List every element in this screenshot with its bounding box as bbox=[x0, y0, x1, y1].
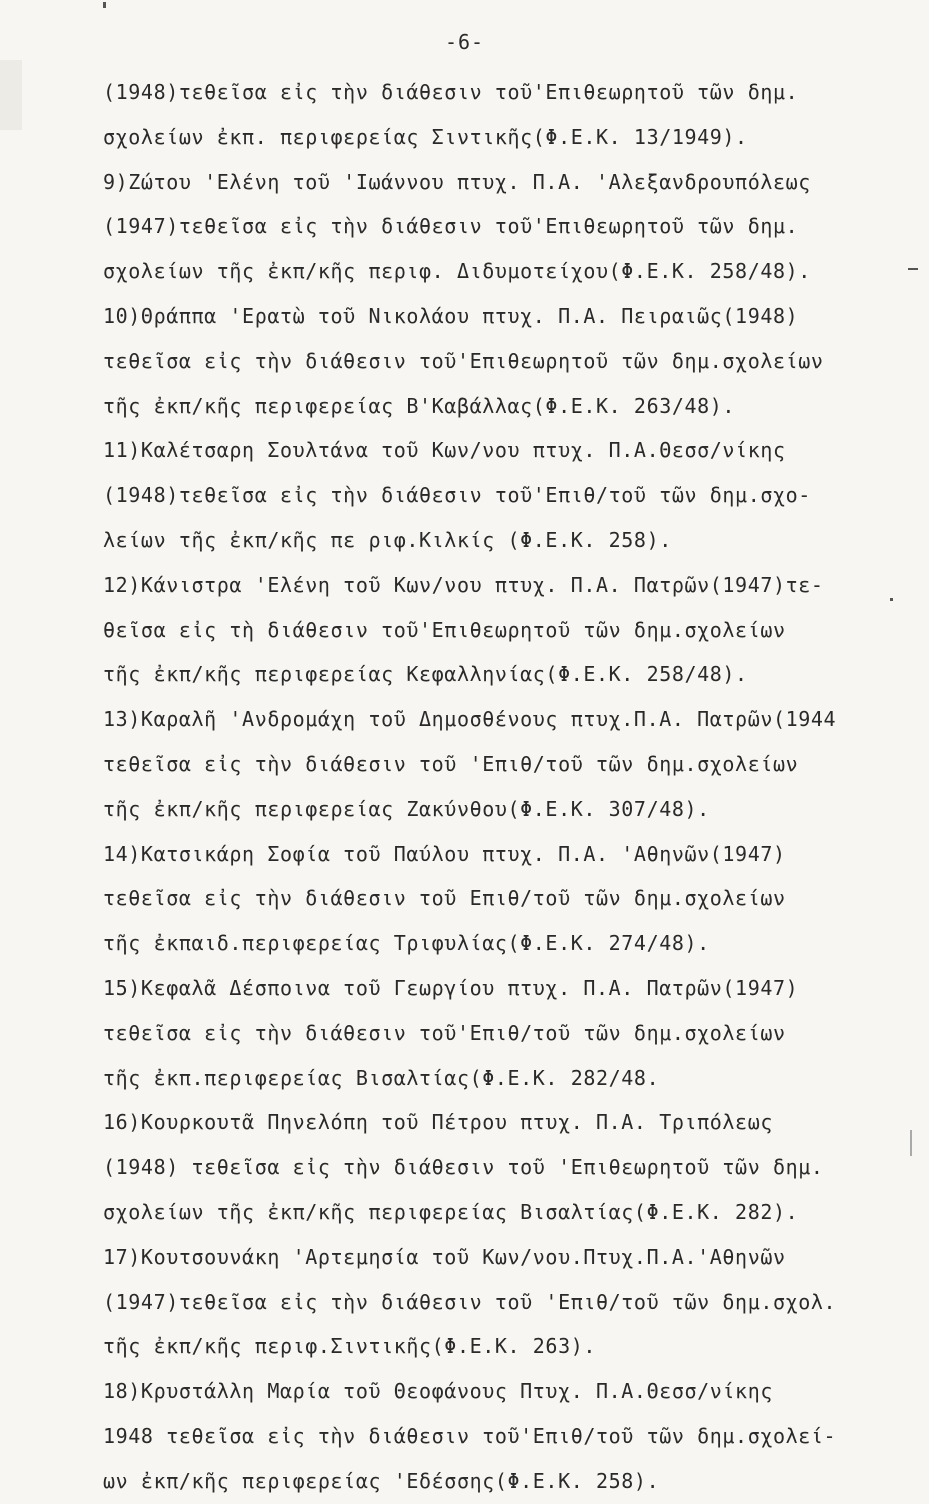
text-line: 16)Κουρκουτᾶ Πηνελόπη τοῦ Πέτρου πτυχ. Π.Α. Τριπόλεως bbox=[103, 1110, 773, 1135]
text-line: τῆς ἐκπ/κῆς περιφ.Σιντικῆς(Φ.Ε.Κ. 263). bbox=[103, 1334, 596, 1359]
text-line: (1948)τεθεῖσα εἰς τὴν διάθεσιν τοῦ'Επιθεωρητοῦ τῶν δημ. bbox=[103, 80, 799, 104]
text-line: 10)Θράππα 'Ερατὼ τοῦ Νικολάου πτυχ. Π.Α. Πειραιῶς(1948) bbox=[103, 303, 799, 328]
text-line: 18)Κρυστάλλη Μαρία τοῦ Θεοφάνους Πτυχ. Π.Α.Θεσσ/νίκης bbox=[103, 1379, 773, 1404]
margin-line bbox=[910, 1130, 912, 1156]
text-line: σχολείων τῆς ἐκπ/κῆς περιφ. Διδυμοτείχου(Φ.Ε.Κ. 258/48). bbox=[103, 259, 811, 284]
text-line: (1948)τεθεῖσα εἰς τὴν διάθεσιν τοῦ'Επιθ/τοῦ τῶν δημ.σχο- bbox=[103, 483, 811, 508]
text-line: τῆς ἐκπ.περιφερείας Βισαλτίας(Φ.Ε.Κ. 282/48. bbox=[103, 1065, 660, 1090]
document-body bbox=[103, 70, 893, 1504]
text-line: τεθεῖσα εἰς τὴν διάθεσιν τοῦ'Επιθ/τοῦ τῶν δημ.σχολείων bbox=[103, 1020, 786, 1045]
scan-edge-shadow bbox=[0, 60, 22, 130]
text-line: 13)Καραλῆ 'Ανδρομάχη τοῦ Δημοσθένους πτυχ.Π.Α. Πατρῶν(1944 bbox=[103, 707, 837, 732]
text-line: τεθεῖσα εἰς τὴν διάθεσιν τοῦ'Επιθεωρητοῦ τῶν δημ.σχολείων bbox=[103, 348, 824, 373]
text-line: τῆς ἐκπ/κῆς περιφερείας Ζακύνθου(Φ.Ε.Κ. 307/48). bbox=[103, 796, 710, 821]
text-line: λείων τῆς ἐκπ/κῆς πε ριφ.Κιλκίς (Φ.Ε.Κ. 258). bbox=[103, 527, 672, 552]
text-line: (1947)τεθεῖσα εἰς τὴν διάθεσιν τοῦ 'Επιθ/τοῦ τῶν δημ.σχολ. bbox=[103, 1289, 837, 1314]
text-line: τεθεῖσα εἰς τὴν διάθεσιν τοῦ Επιθ/τοῦ τῶν δημ.σχολείων bbox=[103, 886, 786, 911]
text-line: (1947)τεθεῖσα εἰς τὴν διάθεσιν τοῦ'Επιθεωρητοῦ τῶν δημ. bbox=[103, 214, 799, 239]
text-line: (1948) τεθεῖσα εἰς τὴν διάθεσιν τοῦ 'Επιθεωρητοῦ τῶν δημ. bbox=[103, 1155, 824, 1180]
page-number: -6- bbox=[444, 30, 485, 54]
text-line: 11)Καλέτσαρη Σουλτάνα τοῦ Κων/νου πτυχ. Π.Α.Θεσσ/νίκης bbox=[103, 438, 786, 463]
text-line: τῆς ἐκπ/κῆς περιφερείας Β'Καβάλλας(Φ.Ε.Κ. 263/48). bbox=[103, 393, 736, 418]
text-line: 15)Κεφαλᾶ Δέσποινα τοῦ Γεωργίου πτυχ. Π.Α. Πατρῶν(1947) bbox=[103, 975, 799, 1000]
text-line: 9)Ζώτου 'Ελένη τοῦ 'Ιωάννου πτυχ. Π.Α. 'Αλεξανδρουπόλεως bbox=[103, 169, 811, 194]
text-line: σχολείων ἐκπ. περιφερείας Σιντικῆς(Φ.Ε.Κ. 13/1949). bbox=[103, 124, 748, 149]
text-line: σχολείων τῆς ἐκπ/κῆς περιφερείας Βισαλτίας(Φ.Ε.Κ. 282). bbox=[103, 1199, 799, 1224]
text-line: 17)Κουτσουνάκη 'Αρτεμησία τοῦ Κων/νου.Πτυχ.Π.Α.'Αθηνῶν bbox=[103, 1244, 786, 1269]
text-line: 14)Κατσικάρη Σοφία τοῦ Παύλου πτυχ. Π.Α. 'Αθηνῶν(1947) bbox=[103, 841, 786, 866]
text-line: τῆς ἐκπαιδ.περιφερείας Τριφυλίας(Φ.Ε.Κ. 274/48). bbox=[103, 931, 710, 956]
text-line: τῆς ἐκπ/κῆς περιφερείας Κεφαλληνίας(Φ.Ε.Κ. 258/48). bbox=[103, 662, 748, 687]
text-line: θεῖσα εἰς τὴ διάθεσιν τοῦ'Επιθεωρητοῦ τῶν δημ.σχολείων bbox=[103, 617, 786, 642]
text-line: ων ἐκπ/κῆς περιφερείας 'Εδέσσης(Φ.Ε.Κ. 258). bbox=[103, 1468, 660, 1493]
text-line: 12)Κάνιστρα 'Ελένη τοῦ Κων/νου πτυχ. Π.Α. Πατρῶν(1947)τε- bbox=[103, 572, 824, 597]
margin-dash bbox=[908, 268, 918, 270]
text-line: 1948 τεθεῖσα εἰς τὴν διάθεσιν τοῦ'Επιθ/τοῦ τῶν δημ.σχολεί- bbox=[103, 1423, 837, 1448]
ink-speck bbox=[103, 2, 106, 8]
text-line: τεθεῖσα εἰς τὴν διάθεσιν τοῦ 'Επιθ/τοῦ τῶν δημ.σχολείων bbox=[103, 751, 799, 776]
